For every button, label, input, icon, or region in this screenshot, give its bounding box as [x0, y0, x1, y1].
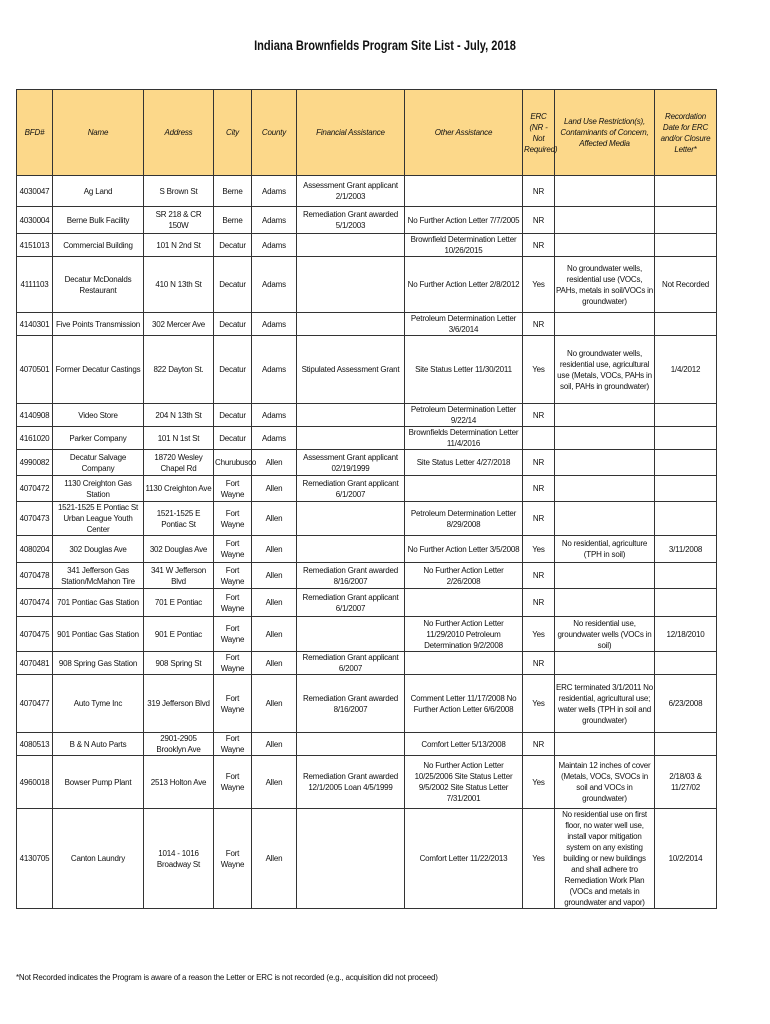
recordation-date-cell: 3/11/2008 — [655, 536, 717, 563]
recordation-date-cell — [655, 313, 717, 336]
recordation-date-cell — [655, 476, 717, 502]
table-row — [17, 404, 717, 427]
city-cell: Decatur — [214, 257, 252, 313]
financial-assistance-cell: Remediation Grant awarded 12/1/2005 Loan 4/5/1999 — [297, 756, 405, 809]
land-use-cell — [555, 234, 655, 257]
other-assistance-cell: Petroleum Determination Letter 3/6/2014 — [405, 313, 523, 336]
column-header-county: County — [252, 90, 297, 176]
address-cell: 18720 Wesley Chapel Rd — [144, 450, 214, 476]
address-cell: 101 N 2nd St — [144, 234, 214, 257]
bfd-cell: 4151013 — [17, 234, 53, 257]
other-assistance-cell — [405, 176, 523, 207]
column-header-other-assistance: Other Assistance — [405, 90, 523, 176]
city-cell: Fort Wayne — [214, 675, 252, 733]
financial-assistance-cell: Remediation Grant awarded 8/16/2007 — [297, 675, 405, 733]
name-cell: Five Points Transmission — [53, 313, 144, 336]
bfd-cell: 4960018 — [17, 756, 53, 809]
erc-cell: NR — [523, 404, 555, 427]
name-cell: Decatur Salvage Company — [53, 450, 144, 476]
erc-cell: Yes — [523, 675, 555, 733]
name-cell: Canton Laundry — [53, 809, 144, 909]
address-cell: 2513 Holton Ave — [144, 756, 214, 809]
bfd-cell: 4070472 — [17, 476, 53, 502]
erc-cell: NR — [523, 563, 555, 589]
other-assistance-cell: Site Status Letter 4/27/2018 — [405, 450, 523, 476]
recordation-date-cell — [655, 589, 717, 617]
financial-assistance-cell: Stipulated Assessment Grant — [297, 336, 405, 404]
recordation-date-cell — [655, 563, 717, 589]
financial-assistance-cell: Remediation Grant awarded 5/1/2003 — [297, 207, 405, 234]
city-cell: Fort Wayne — [214, 652, 252, 675]
bfd-cell: 4111103 — [17, 257, 53, 313]
financial-assistance-cell — [297, 502, 405, 536]
county-cell: Adams — [252, 207, 297, 234]
name-cell: Decatur McDonalds Restaurant — [53, 257, 144, 313]
recordation-date-cell: 12/18/2010 — [655, 617, 717, 652]
city-cell: Fort Wayne — [214, 733, 252, 756]
land-use-cell: Maintain 12 inches of cover (Metals, VOCs, SVOCs in soil and VOCs in groundwater) — [555, 756, 655, 809]
name-cell: Former Decatur Castings — [53, 336, 144, 404]
address-cell: 1521-1525 E Pontiac St — [144, 502, 214, 536]
erc-cell — [523, 427, 555, 450]
table-row — [17, 502, 717, 536]
erc-cell: NR — [523, 313, 555, 336]
column-header-financial-assistance: Financial Assistance — [297, 90, 405, 176]
erc-cell: Yes — [523, 536, 555, 563]
recordation-date-cell: 6/23/2008 — [655, 675, 717, 733]
land-use-cell: ERC terminated 3/1/2011 No residential, agricultural use; water wells (TPH in soil and groundwater) — [555, 675, 655, 733]
bfd-cell: 4070473 — [17, 502, 53, 536]
name-cell: Parker Company — [53, 427, 144, 450]
county-cell: Allen — [252, 502, 297, 536]
land-use-cell — [555, 427, 655, 450]
name-cell: Video Store — [53, 404, 144, 427]
address-cell: 302 Mercer Ave — [144, 313, 214, 336]
land-use-cell: No residential use, groundwater wells (VOCs in soil) — [555, 617, 655, 652]
name-cell: 701 Pontiac Gas Station — [53, 589, 144, 617]
financial-assistance-cell — [297, 404, 405, 427]
erc-cell: Yes — [523, 617, 555, 652]
other-assistance-cell: No Further Action Letter 7/7/2005 — [405, 207, 523, 234]
county-cell: Adams — [252, 404, 297, 427]
erc-cell: NR — [523, 652, 555, 675]
bfd-cell: 4140908 — [17, 404, 53, 427]
bfd-cell: 4070481 — [17, 652, 53, 675]
name-cell: 1130 Creighton Gas Station — [53, 476, 144, 502]
table-row — [17, 336, 717, 404]
table-row — [17, 733, 717, 756]
table-row — [17, 257, 717, 313]
county-cell: Allen — [252, 476, 297, 502]
bfd-cell: 4990082 — [17, 450, 53, 476]
erc-cell: NR — [523, 450, 555, 476]
name-cell: 1521-1525 E Pontiac St Urban League Youth Center — [53, 502, 144, 536]
other-assistance-cell: Comfort Letter 11/22/2013 — [405, 809, 523, 909]
city-cell: Fort Wayne — [214, 563, 252, 589]
other-assistance-cell: Site Status Letter 11/30/2011 — [405, 336, 523, 404]
footnote: *Not Recorded indicates the Program is aware of a reason the Letter or ERC is not recorded (e.g., acquisition did not proceed) — [16, 973, 438, 982]
page-title: Indiana Brownfields Program Site List - July, 2018 — [254, 38, 516, 53]
city-cell: Fort Wayne — [214, 756, 252, 809]
column-header-bfd: BFD# — [17, 90, 53, 176]
recordation-date-cell: Not Recorded — [655, 257, 717, 313]
bfd-cell: 4030004 — [17, 207, 53, 234]
county-cell: Adams — [252, 257, 297, 313]
county-cell: Allen — [252, 809, 297, 909]
land-use-cell — [555, 502, 655, 536]
bfd-cell: 4161020 — [17, 427, 53, 450]
financial-assistance-cell — [297, 733, 405, 756]
other-assistance-cell: Comfort Letter 5/13/2008 — [405, 733, 523, 756]
bfd-cell: 4140301 — [17, 313, 53, 336]
erc-cell: NR — [523, 176, 555, 207]
address-cell: 1130 Creighton Ave — [144, 476, 214, 502]
bfd-cell: 4130705 — [17, 809, 53, 909]
column-header-land-use-restrictions: Land Use Restriction(s), Contaminants of Concern, Affected Media — [555, 90, 655, 176]
other-assistance-cell — [405, 476, 523, 502]
erc-cell: NR — [523, 589, 555, 617]
address-cell: 101 N 1st St — [144, 427, 214, 450]
bfd-cell: 4070477 — [17, 675, 53, 733]
erc-cell: NR — [523, 234, 555, 257]
table-row — [17, 589, 717, 617]
land-use-cell — [555, 207, 655, 234]
recordation-date-cell: 10/2/2014 — [655, 809, 717, 909]
erc-cell: Yes — [523, 257, 555, 313]
address-cell: SR 218 & CR 150W — [144, 207, 214, 234]
financial-assistance-cell — [297, 617, 405, 652]
name-cell: Ag Land — [53, 176, 144, 207]
city-cell: Berne — [214, 176, 252, 207]
other-assistance-cell: No Further Action Letter 2/26/2008 — [405, 563, 523, 589]
bfd-cell: 4070475 — [17, 617, 53, 652]
recordation-date-cell — [655, 176, 717, 207]
recordation-date-cell — [655, 427, 717, 450]
name-cell: 908 Spring Gas Station — [53, 652, 144, 675]
table-row — [17, 563, 717, 589]
land-use-cell — [555, 313, 655, 336]
county-cell: Adams — [252, 336, 297, 404]
recordation-date-cell — [655, 207, 717, 234]
county-cell: Allen — [252, 450, 297, 476]
other-assistance-cell: No Further Action Letter 10/25/2006 Site Status Letter 9/5/2002 Site Status Letter 7/31/2001 — [405, 756, 523, 809]
financial-assistance-cell — [297, 427, 405, 450]
city-cell: Berne — [214, 207, 252, 234]
financial-assistance-cell — [297, 257, 405, 313]
header-row — [17, 90, 717, 176]
table-body — [17, 176, 717, 909]
financial-assistance-cell: Assessment Grant applicant 2/1/2003 — [297, 176, 405, 207]
column-header-city: City — [214, 90, 252, 176]
erc-cell: NR — [523, 476, 555, 502]
land-use-cell — [555, 404, 655, 427]
table-row — [17, 617, 717, 652]
land-use-cell: No residential use on first floor, no water well use, install vapor mitigation system on any existing building or new buildings and shall adhere tro Remediation Work Plan (VOCs and metals in groundwater and vapor) — [555, 809, 655, 909]
county-cell: Allen — [252, 617, 297, 652]
column-header-address: Address — [144, 90, 214, 176]
name-cell: 901 Pontiac Gas Station — [53, 617, 144, 652]
name-cell: 341 Jefferson Gas Station/McMahon Tire — [53, 563, 144, 589]
land-use-cell — [555, 176, 655, 207]
erc-cell: Yes — [523, 336, 555, 404]
county-cell: Allen — [252, 652, 297, 675]
recordation-date-cell — [655, 502, 717, 536]
other-assistance-cell: Petroleum Determination Letter 9/22/14 — [405, 404, 523, 427]
table-row — [17, 313, 717, 336]
financial-assistance-cell — [297, 809, 405, 909]
financial-assistance-cell — [297, 536, 405, 563]
other-assistance-cell: Comment Letter 11/17/2008 No Further Action Letter 6/6/2008 — [405, 675, 523, 733]
recordation-date-cell — [655, 234, 717, 257]
recordation-date-cell — [655, 450, 717, 476]
county-cell: Adams — [252, 176, 297, 207]
county-cell: Allen — [252, 589, 297, 617]
other-assistance-cell: No Further Action Letter 3/5/2008 — [405, 536, 523, 563]
city-cell: Decatur — [214, 234, 252, 257]
name-cell: 302 Douglas Ave — [53, 536, 144, 563]
city-cell: Fort Wayne — [214, 809, 252, 909]
city-cell: Decatur — [214, 427, 252, 450]
table-row — [17, 536, 717, 563]
land-use-cell — [555, 733, 655, 756]
address-cell: 410 N 13th St — [144, 257, 214, 313]
financial-assistance-cell: Remediation Grant awarded 8/16/2007 — [297, 563, 405, 589]
city-cell: Churubusco — [214, 450, 252, 476]
other-assistance-cell: Petroleum Determination Letter 8/29/2008 — [405, 502, 523, 536]
bfd-cell: 4070474 — [17, 589, 53, 617]
erc-cell: Yes — [523, 756, 555, 809]
financial-assistance-cell — [297, 234, 405, 257]
recordation-date-cell — [655, 404, 717, 427]
other-assistance-cell — [405, 589, 523, 617]
land-use-cell — [555, 589, 655, 617]
table-row — [17, 427, 717, 450]
county-cell: Allen — [252, 536, 297, 563]
bfd-cell: 4080513 — [17, 733, 53, 756]
table-row — [17, 450, 717, 476]
recordation-date-cell — [655, 733, 717, 756]
financial-assistance-cell: Assessment Grant applicant 02/19/1999 — [297, 450, 405, 476]
table-row — [17, 207, 717, 234]
land-use-cell: No groundwater wells, residential use, agricultural use (Metals, VOCs, PAHs in soil, PAHs in groundwater) — [555, 336, 655, 404]
address-cell: S Brown St — [144, 176, 214, 207]
erc-cell: NR — [523, 733, 555, 756]
county-cell: Adams — [252, 234, 297, 257]
address-cell: 341 W Jefferson Blvd — [144, 563, 214, 589]
name-cell: Bowser Pump Plant — [53, 756, 144, 809]
financial-assistance-cell: Remediation Grant applicant 6/2007 — [297, 652, 405, 675]
recordation-date-cell — [655, 652, 717, 675]
other-assistance-cell: No Further Action Letter 2/8/2012 — [405, 257, 523, 313]
name-cell: Auto Tyme Inc — [53, 675, 144, 733]
column-header-name: Name — [53, 90, 144, 176]
address-cell: 302 Douglas Ave — [144, 536, 214, 563]
name-cell: B & N Auto Parts — [53, 733, 144, 756]
other-assistance-cell: No Further Action Letter 11/29/2010 Petroleum Determination 9/2/2008 — [405, 617, 523, 652]
name-cell: Commercial Building — [53, 234, 144, 257]
other-assistance-cell: Brownfield Determination Letter 10/26/2015 — [405, 234, 523, 257]
county-cell: Allen — [252, 733, 297, 756]
column-header-recordation-date: Recordation Date for ERC and/or Closure Letter* — [655, 90, 717, 176]
city-cell: Decatur — [214, 404, 252, 427]
bfd-cell: 4070501 — [17, 336, 53, 404]
address-cell: 901 E Pontiac — [144, 617, 214, 652]
address-cell: 822 Dayton St. — [144, 336, 214, 404]
table-row — [17, 756, 717, 809]
address-cell: 204 N 13th St — [144, 404, 214, 427]
erc-cell: NR — [523, 207, 555, 234]
city-cell: Decatur — [214, 336, 252, 404]
county-cell: Allen — [252, 675, 297, 733]
county-cell: Allen — [252, 563, 297, 589]
recordation-date-cell: 1/4/2012 — [655, 336, 717, 404]
name-cell: Berne Bulk Facility — [53, 207, 144, 234]
address-cell: 319 Jefferson Blvd — [144, 675, 214, 733]
other-assistance-cell — [405, 652, 523, 675]
table-row — [17, 809, 717, 909]
recordation-date-cell: 2/18/03 & 11/27/02 — [655, 756, 717, 809]
land-use-cell: No groundwater wells, residential use (VOCs, PAHs, metals in soil/VOCs in groundwater) — [555, 257, 655, 313]
financial-assistance-cell — [297, 313, 405, 336]
table-row — [17, 176, 717, 207]
land-use-cell — [555, 652, 655, 675]
county-cell: Adams — [252, 313, 297, 336]
city-cell: Fort Wayne — [214, 476, 252, 502]
bfd-cell: 4080204 — [17, 536, 53, 563]
address-cell: 1014 - 1016 Broadway St — [144, 809, 214, 909]
table-row — [17, 652, 717, 675]
address-cell: 701 E Pontiac — [144, 589, 214, 617]
financial-assistance-cell: Remediation Grant applicant 6/1/2007 — [297, 476, 405, 502]
table-row — [17, 675, 717, 733]
address-cell: 908 Spring St — [144, 652, 214, 675]
bfd-cell: 4030047 — [17, 176, 53, 207]
land-use-cell — [555, 563, 655, 589]
county-cell: Allen — [252, 756, 297, 809]
table-row — [17, 476, 717, 502]
land-use-cell: No residential, agriculture (TPH in soil) — [555, 536, 655, 563]
erc-cell: Yes — [523, 809, 555, 909]
other-assistance-cell: Brownfields Determination Letter 11/4/2016 — [405, 427, 523, 450]
city-cell: Fort Wayne — [214, 502, 252, 536]
financial-assistance-cell: Remediation Grant applicant 6/1/2007 — [297, 589, 405, 617]
table-row — [17, 234, 717, 257]
city-cell: Fort Wayne — [214, 536, 252, 563]
bfd-cell: 4070478 — [17, 563, 53, 589]
land-use-cell — [555, 476, 655, 502]
city-cell: Decatur — [214, 313, 252, 336]
site-list-table — [16, 89, 717, 909]
erc-cell: NR — [523, 502, 555, 536]
city-cell: Fort Wayne — [214, 589, 252, 617]
land-use-cell — [555, 450, 655, 476]
column-header-erc: ERC (NR - Not Required) — [523, 90, 555, 176]
county-cell: Adams — [252, 427, 297, 450]
city-cell: Fort Wayne — [214, 617, 252, 652]
address-cell: 2901-2905 Brooklyn Ave — [144, 733, 214, 756]
